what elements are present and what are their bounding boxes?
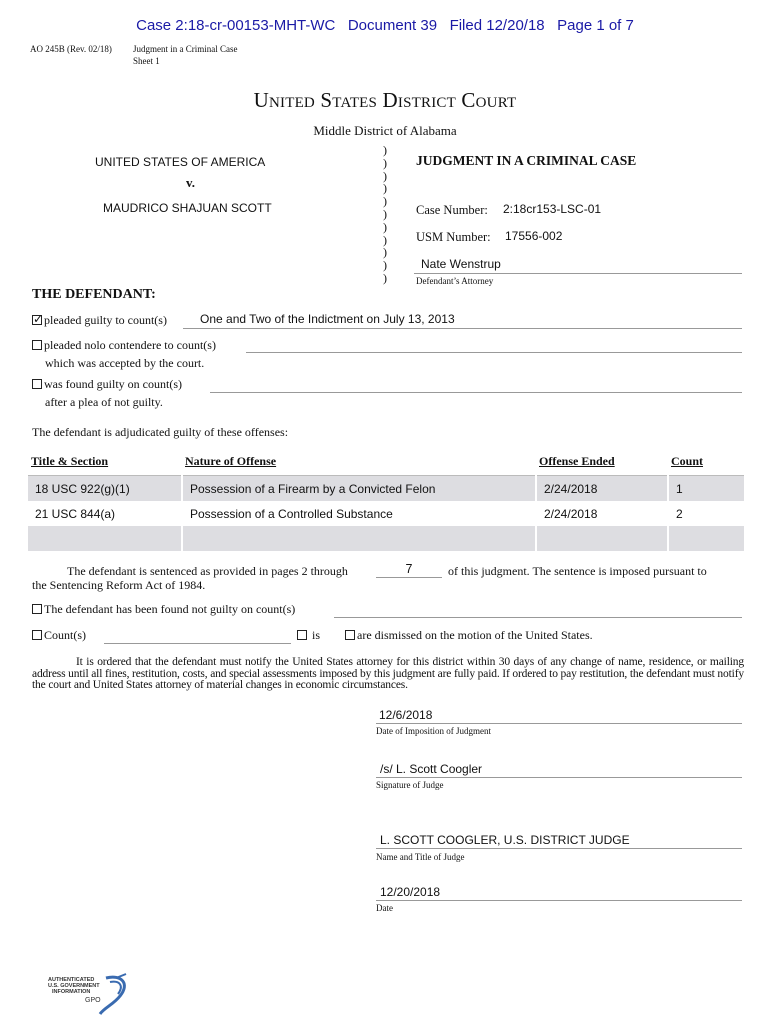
order-paragraph: It is ordered that the defendant must notify the United States attorney for this district within 30 days of any change of name, residence, or mailing address until all fines, restitution, costs, and special assessments imposed by this judgment are fully paid. If ordered to pay restitution, the defendant must notify the court and United States attorney of material changes in economic circumstances.: [32, 656, 744, 692]
are-row: [345, 628, 593, 643]
gpo-mark: GPO: [85, 997, 101, 1004]
pleaded-guilty-underline: [183, 328, 742, 329]
are-label: are dismissed on the motion of the United States.: [357, 628, 593, 642]
gpo-line2: U.S. GOVERNMENT: [48, 983, 100, 989]
pleaded-guilty-value: One and Two of the Indictment on July 13, 2013: [200, 312, 455, 326]
table-row: [28, 476, 745, 502]
nolo-row: [32, 338, 216, 353]
judge-underline: [376, 848, 742, 849]
form-code: AO 245B (Rev. 02/18): [30, 44, 112, 54]
caption-parens: ) ) ) ) ) ) ) ) ) ) ): [383, 143, 387, 285]
sentence-pages: 7: [405, 562, 413, 576]
court-name: United States District Court: [253, 88, 517, 112]
plaintiff-name: UNITED STATES OF AMERICA: [95, 155, 266, 169]
attorney-underline: [414, 273, 742, 274]
versus-label: v.: [186, 175, 196, 190]
offenses-table: [28, 452, 746, 551]
header-title-section: Title & Section: [28, 452, 182, 476]
is-checkbox[interactable]: [297, 630, 307, 640]
found-guilty-checkbox[interactable]: [32, 379, 42, 389]
cell-offense-ended: [536, 526, 668, 551]
district-name: Middle District of Alabama: [313, 123, 457, 138]
cell-count: [668, 526, 745, 551]
imposition-underline: [376, 723, 742, 724]
ecf-header-stamp: Case 2:18-cr-00153-MHT-WC Document 39 Filed 12/20/18 Page 1 of 7: [136, 17, 634, 34]
pleaded-guilty-checkbox[interactable]: [32, 315, 42, 325]
judge-signature: /s/ L. Scott Coogler: [380, 762, 483, 776]
attorney-label: Defendant’s Attorney: [416, 276, 494, 286]
gpo-seal-icon: [40, 972, 132, 1016]
cell-nature: [182, 526, 536, 551]
found-guilty-label: was found guilty on count(s): [44, 377, 182, 391]
cell-count: 2: [668, 501, 745, 526]
usm-number-value: 17556-002: [505, 229, 563, 243]
imposition-date: 12/6/2018: [379, 708, 433, 722]
cell-count: 1: [668, 476, 745, 502]
defendant-name: MAUDRICO SHAJUAN SCOTT: [103, 201, 272, 215]
judgment-title: JUDGMENT IN A CRIMINAL CASE: [416, 153, 637, 168]
not-guilty-row: [32, 602, 295, 617]
cell-title-section: [28, 526, 182, 551]
signed-date: 12/20/2018: [380, 885, 441, 899]
counts-label: Count(s): [44, 628, 86, 642]
counts-underline: [104, 643, 291, 644]
not-guilty-label: The defendant has been found not guilty on count(s): [44, 602, 296, 616]
gpo-line1: AUTHENTICATED: [48, 977, 95, 983]
form-title: Judgment in a Criminal Case: [133, 44, 238, 54]
cell-nature: Possession of a Controlled Substance: [182, 501, 536, 526]
case-number-value: 2:18cr153-LSC-01: [503, 202, 602, 216]
found-guilty-underline: [210, 392, 742, 393]
nolo-underline: [246, 352, 742, 353]
offenses-header-row: [28, 452, 745, 476]
signature-underline: [376, 777, 742, 778]
not-guilty-checkbox[interactable]: [32, 604, 42, 614]
sentence-line2: the Sentencing Reform Act of 1984.: [32, 578, 206, 592]
is-row: [297, 628, 320, 643]
nolo-sub: which was accepted by the court.: [45, 356, 205, 370]
judge-name-label: Name and Title of Judge: [376, 852, 465, 862]
usm-number-label: USM Number:: [416, 230, 491, 244]
counts-row: [32, 628, 86, 643]
is-label: is: [312, 628, 321, 642]
header-nature: Nature of Offense: [182, 452, 536, 476]
cell-nature: Possession of a Firearm by a Convicted Felon: [182, 476, 536, 502]
pleaded-guilty-row: [32, 313, 167, 328]
date-label: Date: [376, 903, 393, 913]
attorney-name: Nate Wenstrup: [421, 257, 501, 271]
table-row: [28, 501, 745, 526]
header-count: Count: [668, 452, 745, 476]
cell-title-section: 18 USC 922(g)(1): [28, 476, 182, 502]
table-row: [28, 526, 745, 551]
judge-name-title: L. SCOTT COOGLER, U.S. DISTRICT JUDGE: [380, 833, 630, 847]
date-underline: [376, 900, 742, 901]
nolo-label: pleaded nolo contendere to count(s): [44, 338, 216, 352]
are-checkbox[interactable]: [345, 630, 355, 640]
adjudicated-text: The defendant is adjudicated guilty of these offenses:: [32, 425, 289, 439]
cell-offense-ended: 2/24/2018: [536, 501, 668, 526]
sentence-before: The defendant is sentenced as provided in pages 2 through: [67, 564, 348, 578]
nolo-checkbox[interactable]: [32, 340, 42, 350]
sentence-pages-underline: [376, 577, 442, 578]
found-guilty-row: [32, 377, 182, 392]
cell-offense-ended: 2/24/2018: [536, 476, 668, 502]
cell-title-section: 21 USC 844(a): [28, 501, 182, 526]
form-sheet: Sheet 1: [133, 56, 160, 66]
defendant-heading: THE DEFENDANT:: [32, 287, 156, 302]
gpo-line3: INFORMATION: [52, 989, 91, 995]
found-guilty-sub: after a plea of not guilty.: [45, 395, 163, 409]
sentence-after: of this judgment. The sentence is imposed pursuant to: [448, 564, 707, 578]
counts-checkbox[interactable]: [32, 630, 42, 640]
case-number-label: Case Number:: [416, 203, 488, 217]
imposition-label: Date of Imposition of Judgment: [376, 726, 491, 736]
header-offense-ended: Offense Ended: [536, 452, 668, 476]
signature-label: Signature of Judge: [376, 780, 444, 790]
not-guilty-underline: [334, 617, 742, 618]
pleaded-guilty-label: pleaded guilty to count(s): [44, 313, 167, 327]
